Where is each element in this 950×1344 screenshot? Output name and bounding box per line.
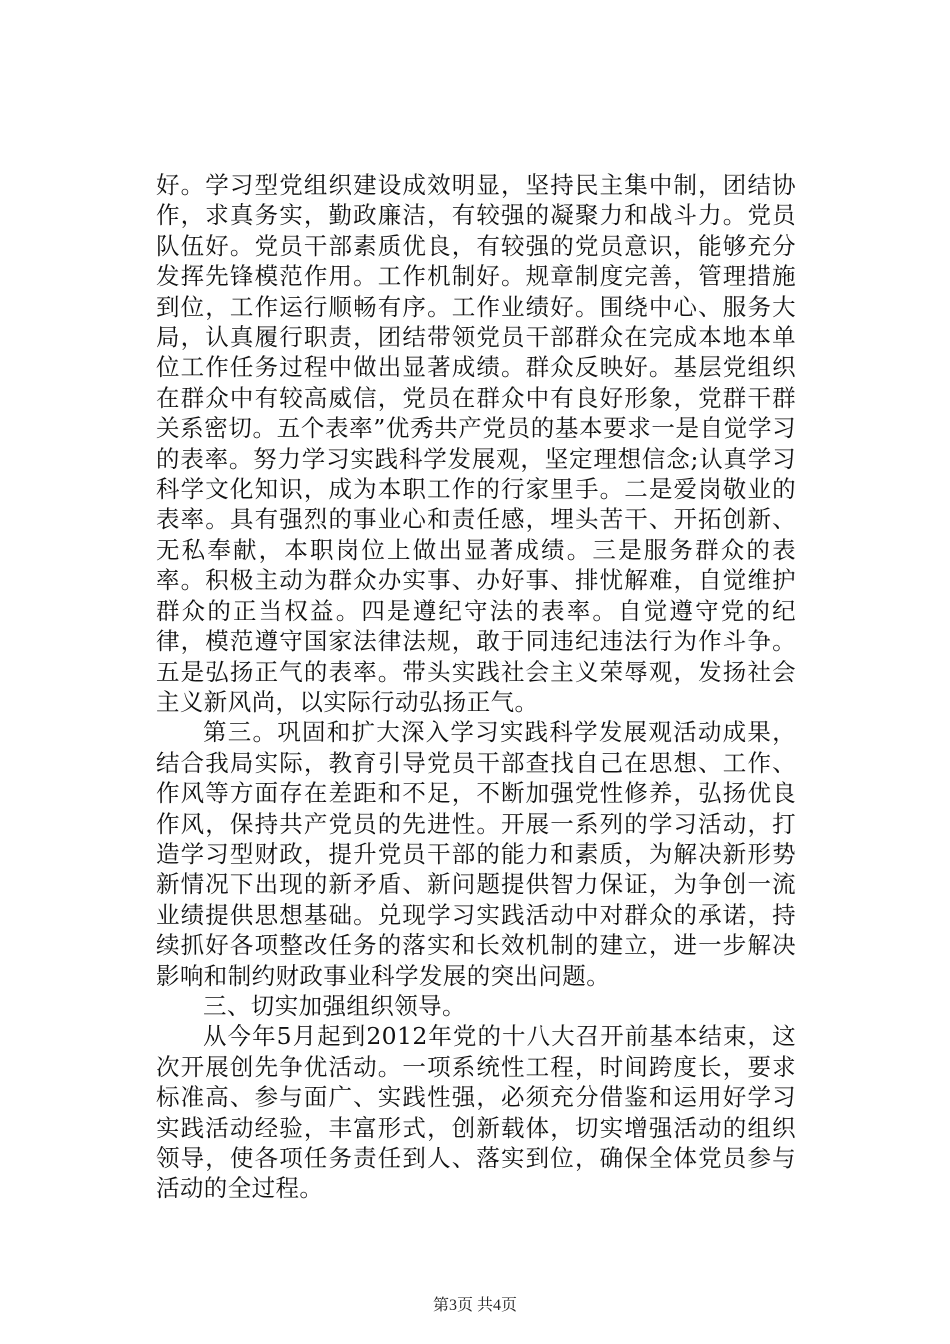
- paragraph-2: 第三。巩固和扩大深入学习实践科学发展观活动成果，结合我局实际，教育引导党员干部查找自己在思想、工作、作风等方面存在差距和不足，不断加强党性修养，弘扬优良作风，保持共产党员的先进性。开展一系列的学习活动，打造学习型财政，提升党员干部的能力和素质，为解决新形势新情况下出现的新矛盾、新问题提供智力保证，为争创一流业绩提供思想基础。兑现学习实践活动中对群众的承诺，持续抓好各项整改任务的落实和长效机制的建立，进一步解决影响和制约财政事业科学发展的突出问题。: [156, 718, 796, 990]
- page-number: 第3页 共4页: [432, 1297, 517, 1314]
- section-heading: 三、切实加强组织领导。: [203, 991, 466, 1020]
- paragraph-4: 从今年5月起到2012年党的十八大召开前基本结束，这次开展创先争优活动。一项系统性工程，时间跨度长，要求标准高、参与面广、实践性强，必须充分借鉴和运用好学习实践活动经验，丰富形式，创新载体，切实增强活动的组织领导，使各项任务责任到人、落实到位，确保全体党员参与活动的全过程。: [156, 1022, 796, 1203]
- document-body: [156, 170, 796, 1204]
- paragraph-1: 好。学习型党组织建设成效明显，坚持民主集中制，团结协作，求真务实，勤政廉洁，有较强的凝聚力和战斗力。党员队伍好。党员干部素质优良，有较强的党员意识，能够充分发挥先锋模范作用。工作机制好。规章制度完善，管理措施到位，工作运行顺畅有序。工作业绩好。围绕中心、服务大局，认真履行职责，团结带领党员干部群众在完成本地本单位工作任务过程中做出显著成绩。群众反映好。基层党组织在群众中有较高威信，党员在群众中有良好形象，党群干群关系密切。五个表率”优秀共产党员的基本要求一是自觉学习的表率。努力学习实践科学发展观，坚定理想信念;认真学习科学文化知识，成为本职工作的行家里手。二是爱岗敬业的表率。具有强烈的事业心和责任感，埋头苦干、开拓创新、无私奉献，本职岗位上做出显著成绩。三是服务群众的表率。积极主动为群众办实事、办好事、排忧解难，自觉维护群众的正当权益。四是遵纪守法的表率。自觉遵守党的纪律，模范遵守国家法律法规，敢于同违纪违法行为作斗争。五是弘扬正气的表率。带头实践社会主义荣辱观，发扬社会主义新风尚，以实际行动弘扬正气。: [156, 171, 796, 716]
- page-footer: [0, 1292, 950, 1315]
